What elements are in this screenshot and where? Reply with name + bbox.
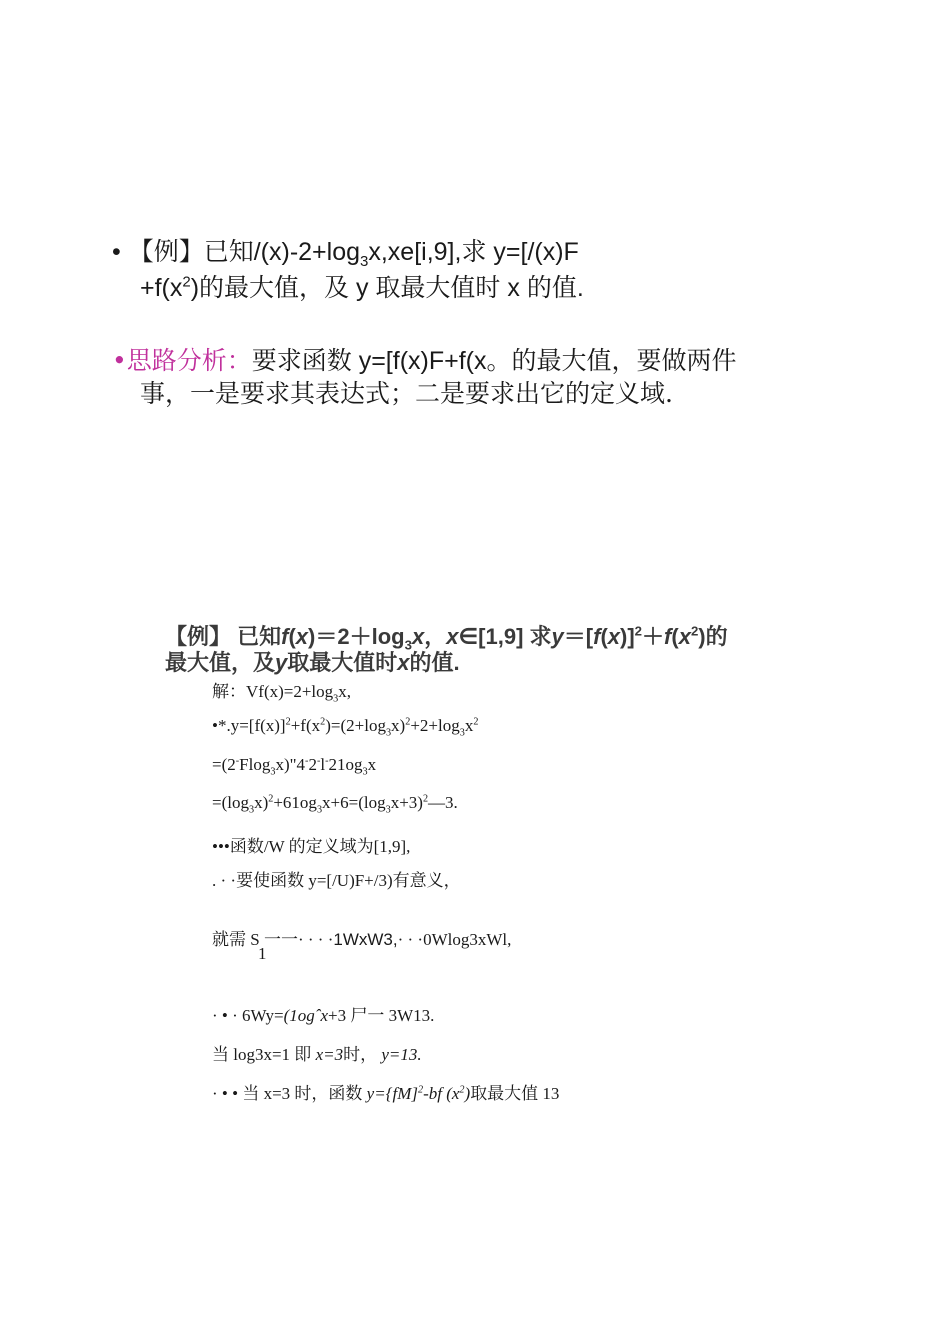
solution-line-3: $=(2^-Flog_3x)"4^-2^-l^-21og_3x$: [212, 755, 377, 778]
example-text: 【例】已知/(x)-2+log: [128, 238, 361, 266]
image-problem-line-2: 最大值，及y取最大值时x的值.: [165, 650, 460, 675]
solution-line-1: 解：$Vf(x)=2+\log_3x$,: [212, 682, 352, 705]
solution-line-7-sub: 1: [258, 944, 267, 963]
analysis-line-1: [112, 341, 737, 377]
solution-line-6: . · ·要使函数 y=[/U)F+/3)有意义，: [212, 871, 461, 890]
solution-line-10: · • • 当 x=3 时，函数 y={fM]$^2$-bf $(x^2)$取最大值 13: [212, 1084, 560, 1103]
example-line-1: • 【例】已知$/(x)-2+\log_3x,xe[i,9]$,求 y=[/(x)F: [112, 238, 579, 270]
solution-line-8: · • · 6Wy=(1ogˆx+3 尸一 3W13.: [212, 1006, 435, 1025]
bullet: •: [112, 238, 121, 266]
solution-line-7: 就需 S 一一· · · ·1WxW3,· · ·0Wlog3xWl,: [212, 930, 512, 949]
image-problem-line-1: 【例】 已知$f(x)=2+\log_3x$，x∈[1,9] 求$y=[f(x)]^2+f(x^2)$的: [165, 623, 728, 653]
analysis-line-2: 事，一是要求其表达式；二是要求出它的定义域.: [140, 379, 673, 408]
solution-line-4: $=(\log_3x)^2+61og_3x+6=(\log_3x+3)^2—3$.: [212, 793, 458, 816]
example-line-2: $+f(x^2)$的最大值，及 y 取最大值时 x 的值.: [140, 273, 584, 302]
bullet: •: [112, 346, 127, 375]
solution-line-2: $•*.y=[f(x)]^2+f(x^2)=(2+\log_3x)^2+2+\log_3x^2$: [212, 716, 479, 739]
solution-line-9: 当 log3x=1 即 x=3时， y=13.: [212, 1045, 422, 1064]
solution-line-5: •••函数/W 的定义域为[1,9],: [212, 837, 411, 856]
analysis-text: 要求函数 y=[f(x)F+f(x。的最大值，要做两件: [251, 347, 737, 375]
analysis-label: 思路分析：: [126, 346, 252, 375]
